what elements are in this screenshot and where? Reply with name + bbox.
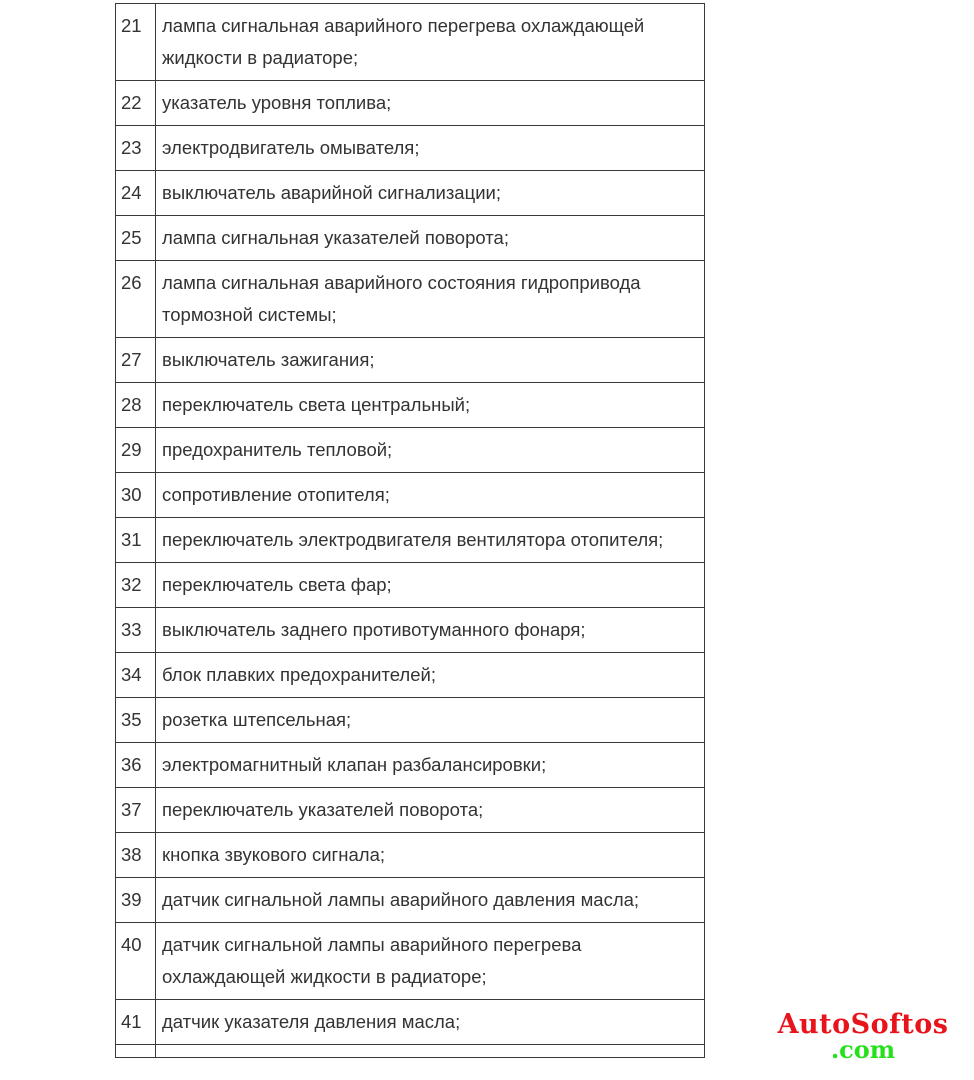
item-description: датчик сигнальной лампы аварийного давления масла;: [156, 878, 705, 923]
item-description: выключатель зажигания;: [156, 338, 705, 383]
item-number: 37: [116, 788, 156, 833]
item-description: предохранитель тепловой;: [156, 428, 705, 473]
item-description: розетка штепсельная;: [156, 698, 705, 743]
table-row: [116, 518, 705, 563]
table-row: [116, 653, 705, 698]
item-number: 41: [116, 1000, 156, 1045]
item-description: лампа сигнальная указателей поворота;: [156, 216, 705, 261]
item-description: датчик указателя давления масла;: [156, 1000, 705, 1045]
item-number: 33: [116, 608, 156, 653]
item-number: 39: [116, 878, 156, 923]
item-description: электродвигатель омывателя;: [156, 126, 705, 171]
table-row: [116, 338, 705, 383]
table-row: [116, 698, 705, 743]
item-number: 28: [116, 383, 156, 428]
table-row: [116, 788, 705, 833]
item-description: лампа сигнальная аварийного состояния гидропривода тормозной системы;: [156, 261, 705, 338]
table-row: [116, 1045, 705, 1058]
legend-table: [115, 3, 705, 1058]
item-number: 23: [116, 126, 156, 171]
item-number: 21: [116, 4, 156, 81]
table-row: [116, 923, 705, 1000]
item-description: блок плавких предохранителей;: [156, 653, 705, 698]
table-row: [116, 563, 705, 608]
watermark-name: AutoSoftos: [777, 1009, 949, 1040]
item-description: выключатель заднего противотуманного фонаря;: [156, 608, 705, 653]
table-row: [116, 428, 705, 473]
item-number: 22: [116, 81, 156, 126]
table-row: [116, 473, 705, 518]
item-number: 35: [116, 698, 156, 743]
item-number: [116, 1045, 156, 1058]
table-row: [116, 126, 705, 171]
item-description: датчик сигнальной лампы аварийного перегрева охлаждающей жидкости в радиаторе;: [156, 923, 705, 1000]
item-description: переключатель указателей поворота;: [156, 788, 705, 833]
item-number: 25: [116, 216, 156, 261]
table-row: [116, 171, 705, 216]
table-row: [116, 608, 705, 653]
table-row: [116, 833, 705, 878]
item-number: 36: [116, 743, 156, 788]
table-row: [116, 261, 705, 338]
item-description: лампа сигнальная аварийного перегрева охлаждающей жидкости в радиаторе;: [156, 4, 705, 81]
item-description: кнопка звукового сигнала;: [156, 833, 705, 878]
table-row: [116, 81, 705, 126]
item-number: 31: [116, 518, 156, 563]
item-description: указатель уровня топлива;: [156, 81, 705, 126]
item-number: 24: [116, 171, 156, 216]
item-number: 26: [116, 261, 156, 338]
table-row: [116, 383, 705, 428]
item-description: электромагнитный клапан разбалансировки;: [156, 743, 705, 788]
watermark-domain: .com: [830, 1035, 896, 1064]
table-row: [116, 216, 705, 261]
table-row: [116, 4, 705, 81]
table-row: [116, 878, 705, 923]
item-description: [156, 1045, 705, 1058]
item-number: 32: [116, 563, 156, 608]
item-number: 29: [116, 428, 156, 473]
item-description: переключатель электродвигателя вентилятора отопителя;: [156, 518, 705, 563]
item-number: 38: [116, 833, 156, 878]
item-description: сопротивление отопителя;: [156, 473, 705, 518]
item-description: переключатель света фар;: [156, 563, 705, 608]
item-description: переключатель света центральный;: [156, 383, 705, 428]
table-row: [116, 743, 705, 788]
watermark-logo: [768, 1010, 958, 1062]
item-number: 40: [116, 923, 156, 1000]
item-description: выключатель аварийной сигнализации;: [156, 171, 705, 216]
item-number: 30: [116, 473, 156, 518]
item-number: 34: [116, 653, 156, 698]
item-number: 27: [116, 338, 156, 383]
table-row: [116, 1000, 705, 1045]
